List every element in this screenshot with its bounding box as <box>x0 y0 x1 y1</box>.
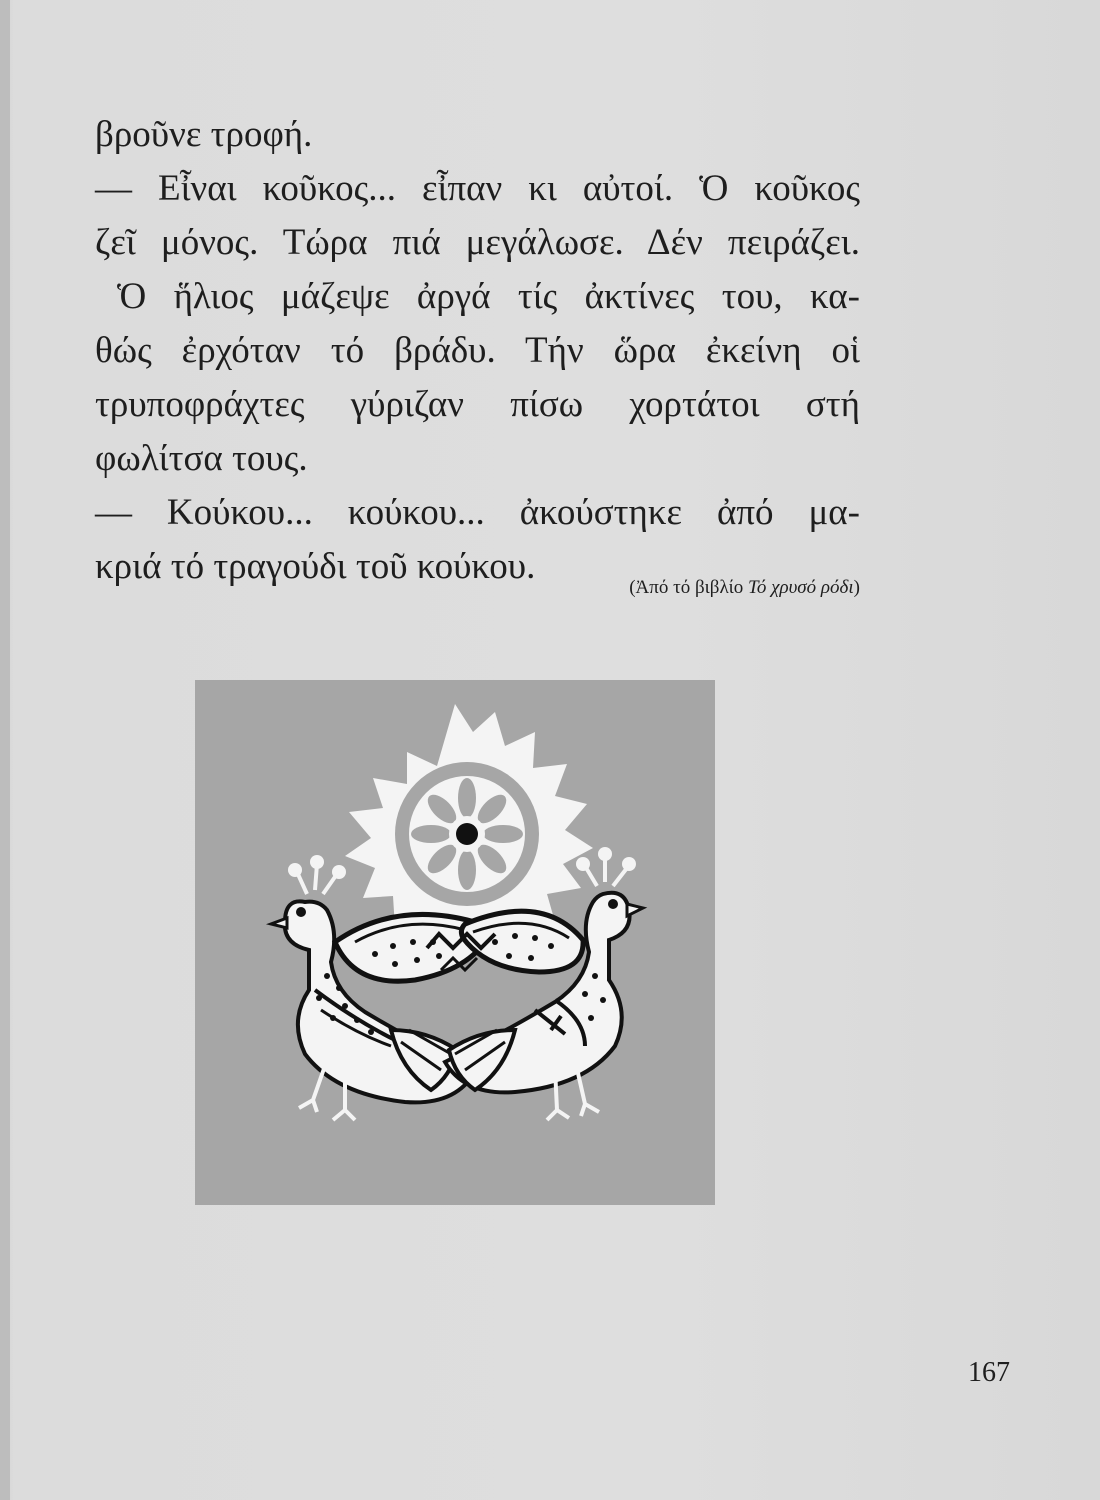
source-prefix: (Ἀπό τό βιβλίο <box>629 577 749 598</box>
text-line: ζεῖ μόνος. Τώρα πιά μεγάλωσε. Δέν πειράζει. <box>95 222 860 263</box>
folk-art-birds-and-flower-icon <box>195 680 715 1205</box>
text-line: βροῦνε τροφή. <box>95 114 313 155</box>
page-number: 167 <box>968 1357 1010 1388</box>
text-line: κριά τό τραγούδι τοῦ κούκου. <box>95 546 536 587</box>
text-line: φωλίτσα τους. <box>95 438 308 479</box>
text-line: — Κούκου... κούκου... ἀκούστηκε ἀπό μα- <box>95 492 860 533</box>
text-line: — Εἶναι κοῦκος... εἶπαν κι αὐτοί. Ὁ κοῦκος <box>95 168 860 209</box>
page-spine-edge <box>0 0 10 1500</box>
sun-flower-icon <box>345 704 593 948</box>
text-line: τρυποφράχτες γύριζαν πίσω χορτάτοι στή <box>95 384 860 425</box>
source-citation <box>480 576 860 600</box>
text-line: θώς ἐρχόταν τό βράδυ. Τήν ὥρα ἐκείνη οἱ <box>95 330 860 371</box>
text-line: Ὁ ἥλιος μάζεψε ἀργά τίς ἀκτίνες του, κα- <box>117 276 860 317</box>
source-suffix: ) <box>853 577 860 598</box>
story-text <box>95 108 860 594</box>
source-book-title: Τό χρυσό ρόδι <box>748 577 854 598</box>
